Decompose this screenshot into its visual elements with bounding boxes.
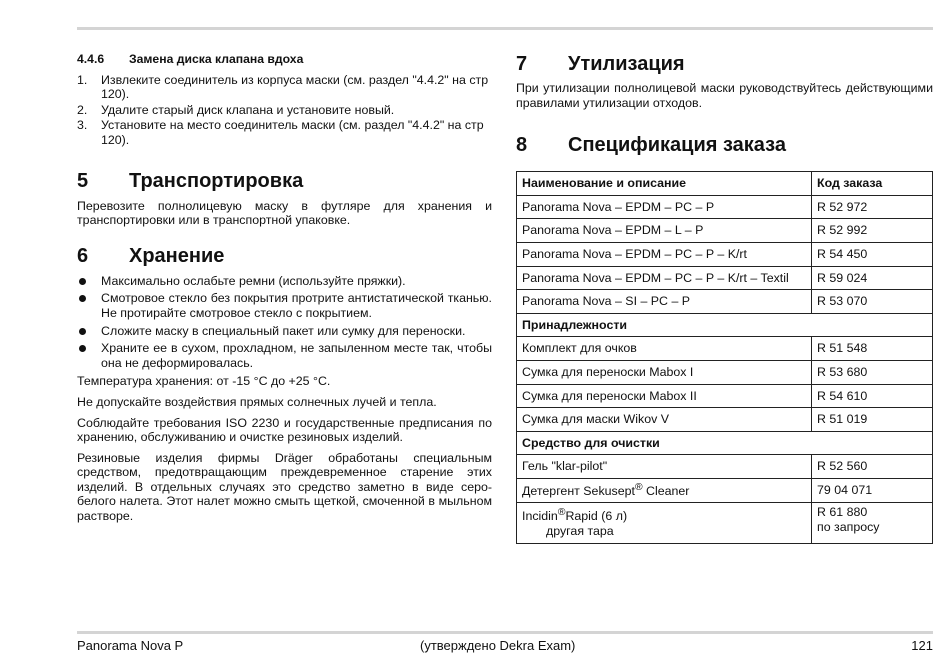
bottom-rule [77,631,933,634]
disposal-text: При утилизации полнолицевой маски руководствуйтесь действующими правилами утилизации отходов. [516,81,933,110]
step-item [77,103,492,118]
bullet-text: Сложите маску в специальный пакет или сумку для переноски. [101,323,466,338]
item-code-cell: R 53 070 [812,290,933,314]
item-code-cell: R 51 548 [812,337,933,361]
table-row [517,360,933,384]
section-heading-order [516,133,933,157]
item-code-cell [812,502,933,543]
item-name-cell: Panorama Nova – EPDM – PC – P [517,195,812,219]
section-number: 5 [77,169,89,192]
section-title: Хранение [129,244,225,267]
incidin-name-suffix: Rapid (6 л) [565,508,628,523]
item-name-cell: Сумка для переноски Mabox II [517,384,812,408]
step-item [77,118,492,147]
incidin-code: R 61 880 [817,504,868,519]
section-number: 8 [516,134,528,157]
section-heading-storage [77,244,492,268]
table-row [517,478,933,502]
storage-paragraph: Резиновые изделия фирмы Dräger обработаны специальным средством, предотвращающим преждевременное старение этих изделий. В отдельных случаях это средство заметно в виде серо-белого налета. Этот налет можно смыть щеткой, смоченной в мыльном растворе. [77,450,492,524]
item-code-cell: R 52 992 [812,219,933,243]
storage-paragraph: Не допускайте воздействия прямых солнечных лучей и тепла. [77,394,437,409]
step-item [77,73,492,102]
item-name-cell: Panorama Nova – SI – PC – P [517,290,812,314]
item-name-cell [517,502,812,543]
storage-paragraph: Температура хранения: от -15 °C до +25 °C. [77,374,331,389]
left-column [77,52,492,524]
section-number: 7 [516,53,528,75]
section-number: 6 [77,244,89,267]
group-accessories-cell: Принадлежности [517,313,933,337]
item-code-cell: R 52 560 [812,455,933,479]
header-code-cell: Код заказа [812,172,933,196]
right-column [516,52,933,544]
group-cleaning-cell: Средство для очистки [517,431,933,455]
bullet-text: Смотровое стекло без покрытия протрите антистатической тканью. Не протирайте смотровое стекло с покрытием. [101,291,492,320]
bullet-icon [79,295,86,302]
table-row [517,219,933,243]
step-text: Установите на место соединитель маски (см. раздел "4.4.2" на стр 120). [101,118,484,147]
footer-approval: (утверждено Dekra Exam) [420,638,576,653]
item-code-cell: R 54 610 [812,384,933,408]
item-code-cell: R 51 019 [812,408,933,432]
section-title: Утилизация [568,53,685,75]
bullet-icon [79,278,86,285]
bullet-icon [79,328,86,335]
top-rule [77,27,933,30]
item-name-cell: Panorama Nova – EPDM – PC – P – K/rt – Textil [517,266,812,290]
order-table [516,171,933,543]
table-row [517,502,933,543]
header-name-cell: Наименование и описание [517,172,812,196]
section-heading-transport [77,169,492,193]
item-name-cell: Panorama Nova – EPDM – L – P [517,219,812,243]
bullet-icon [79,345,86,352]
item-code-cell: 79 04 071 [812,478,933,502]
table-row [517,384,933,408]
step-text: Извлеките соединитель из корпуса маски (см. раздел "4.4.2" на стр 120). [101,72,489,102]
detergent-name: Детергент Sekusept [522,484,635,499]
item-name-cell: Гель "klar-pilot" [517,455,812,479]
step-number: 3. [77,118,88,133]
registered-mark: ® [557,506,566,518]
on-request: по запросу [817,519,880,534]
table-header-row [517,172,933,196]
item-code-cell: R 54 450 [812,242,933,266]
transport-text: Перевозите полнолицевую маску в футляре для хранения и транспортировки или в транспортной упаковке. [77,198,492,228]
subsection-title: Замена диска клапана вдоха [129,52,304,66]
subsection-heading [77,52,492,67]
item-code-cell: R 52 972 [812,195,933,219]
table-row [517,195,933,219]
bullet-text: Максимально ослабьте ремни (используйте пряжки). [101,273,406,288]
item-code-cell: R 59 024 [812,266,933,290]
storage-bullets [77,274,492,371]
table-row [517,337,933,361]
item-name-cell: Сумка для маски Wikov V [517,408,812,432]
item-name-cell: Сумка для переноски Mabox I [517,360,812,384]
item-name-cell: Panorama Nova – EPDM – PC – P – K/rt [517,242,812,266]
bullet-item [77,291,492,320]
step-text: Удалите старый диск клапана и установите новый. [101,102,395,117]
item-name-cell: Комплект для очков [517,337,812,361]
page-number: 121 [911,638,933,653]
subsection-number: 4.4.6 [77,52,105,66]
detergent-name-suffix: Cleaner [642,484,690,499]
table-group-row [517,431,933,455]
bullet-item [77,274,492,289]
incidin-name: Incidin [522,508,558,523]
section-heading-disposal [516,52,933,76]
table-group-row [517,313,933,337]
table-row [517,290,933,314]
table-row [517,408,933,432]
table-row [517,242,933,266]
bullet-item [77,341,492,370]
step-number: 2. [77,102,88,117]
table-row [517,455,933,479]
step-number: 1. [77,72,88,87]
table-row [517,266,933,290]
registered-mark: ® [634,482,643,494]
footer-product: Panorama Nova P [77,638,184,653]
steps-list [77,73,492,148]
item-name-cell [517,478,812,502]
section-title: Транспортировка [129,169,304,192]
bullet-item [77,324,492,339]
section-title: Спецификация заказа [568,134,786,157]
item-code-cell: R 53 680 [812,360,933,384]
bullet-text: Храните ее в сухом, прохладном, не запыленном месте так, чтобы она не деформировалась. [101,341,492,370]
storage-paragraph: Соблюдайте требования ISO 2230 и государственные предписания по хранению, обслуживанию и очистке резиновых изделий. [77,415,492,445]
other-packaging: другая тара [546,523,614,538]
